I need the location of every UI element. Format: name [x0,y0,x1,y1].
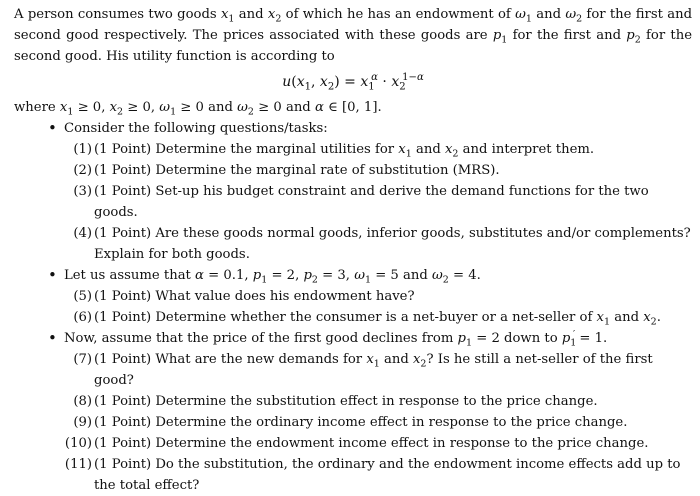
task-item [14,349,692,391]
task-number: (10) [64,436,92,451]
task-item [14,433,692,454]
task-text: (1 Point) What value does his endowment have? [94,289,415,304]
task-group-3 [14,349,692,496]
section-bullet-3 [14,328,692,349]
task-number: (6) [73,310,92,325]
section-heading: Let us assume that α = 0.1, $p_1 = 2$, $p_2 = 3$, $\omega_1 = 5$ and $\omega_2 = 4$. [64,268,481,286]
task-item [14,181,692,223]
task-number: (5) [73,289,92,304]
task-text: (1 Point) Determine the marginal rate of substitution (MRS). [94,163,500,178]
task-item [14,454,692,496]
task-text: (1 Point) Are these goods normal goods, inferior goods, substitutes and/or complements? Explain for both goods. [94,226,691,262]
task-number: (2) [73,163,92,178]
task-text: (1 Point) What are the new demands for $x_1$ and $x_2$? Is he still a net-seller of the first good? [94,352,653,388]
task-item [14,286,692,307]
section-heading: Consider the following questions/tasks: [64,121,328,136]
task-item [14,307,692,328]
task-item [14,391,692,412]
where-conditions: where $x_1 \ge 0$, $x_2 \ge 0$, $\omega_1 \ge 0$ and $\omega_2 \ge 0$ and α ∈ [0, 1]. [14,100,382,118]
sections-list [14,118,692,496]
section-bullet-1 [14,118,692,139]
section-bullet-2 [14,265,692,286]
task-text: (1 Point) Set-up his budget constraint and derive the demand functions for the two goods. [94,184,649,220]
task-group-2 [14,286,692,328]
task-number: (9) [73,415,92,430]
task-number: (8) [73,394,92,409]
task-item [14,139,692,160]
task-item [14,412,692,433]
task-item [14,223,692,265]
task-text: (1 Point) Determine the ordinary income effect in response to the price change. [94,415,628,430]
task-item [14,160,692,181]
task-number: (3) [73,184,92,199]
intro-text: A person consumes two goods $x_1$ and $x_2$ of which he has an endowment of $\omega_1$ and $\omega_2$ for the first and second good respectively. The prices associated with these goods are $p_1$ for the first and $p_2$ for the second good. His utility function is according to [14,7,693,64]
section-heading: Now, assume that the price of the first good declines from $p_1 = 2$ down to $p_1' = 1$. [64,328,608,349]
task-text: (1 Point) Determine the endowment income effect in response to the price change. [94,436,649,451]
intro-paragraph [14,4,692,67]
task-text: (1 Point) Determine whether the consumer is a net-buyer or a net-seller of $x_1$ and $x_2$. [94,310,661,328]
task-text: (1 Point) Determine the marginal utilities for $x_1$ and $x_2$ and interpret them. [94,142,595,160]
task-number: (4) [73,226,92,241]
task-text: (1 Point) Do the substitution, the ordinary and the endowment income effects add up to the total effect? [94,457,681,493]
task-number: (11) [64,457,92,472]
task-number: (7) [73,352,92,367]
task-number: (1) [73,142,92,157]
utility-formula: $u(x_1$, $x_2) = x_1^\alpha \cdot x_2^{1-\alpha}$ [282,72,424,93]
task-text: (1 Point) Determine the substitution effect in response to the price change. [94,394,598,409]
task-group-1 [14,139,692,265]
